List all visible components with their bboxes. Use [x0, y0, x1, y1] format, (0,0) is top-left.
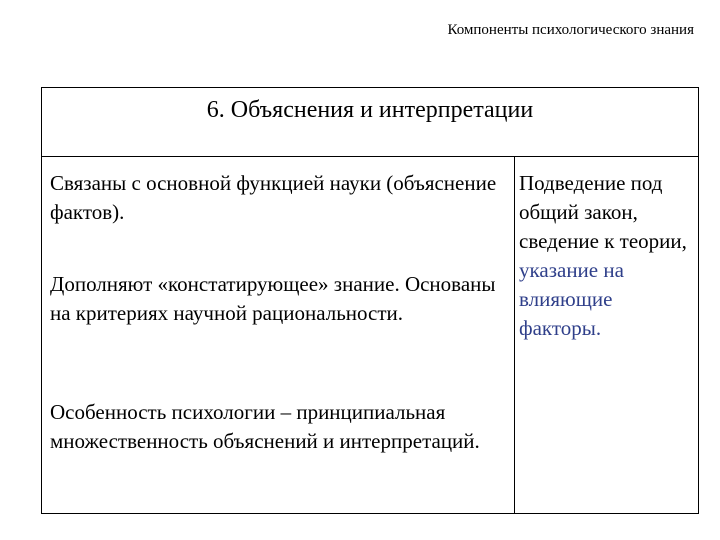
left-paragraph-3: Особенность психологии – принципиальная множественность объяснений и интерпретаций. [50, 400, 480, 453]
table-title-row [42, 88, 698, 157]
left-paragraph-1: Связаны с основной функцией науки (объяснение фактов). [50, 171, 497, 224]
table-title: 6. Объяснения и интерпретации [206, 97, 534, 123]
content-table [41, 87, 699, 514]
right-column-text [519, 169, 699, 343]
left-paragraph-2: Дополняют «констатирующее» знание. Основаны на критериях научной рациональности. [50, 272, 496, 325]
slide-header: Компоненты психологического знания [447, 22, 694, 38]
right-text-accent: указание на влияющие факторы. [519, 258, 624, 340]
left-column [42, 157, 515, 513]
right-column [515, 157, 698, 513]
right-text-plain: Подведение под общий закон, сведение к теории, [519, 171, 687, 253]
